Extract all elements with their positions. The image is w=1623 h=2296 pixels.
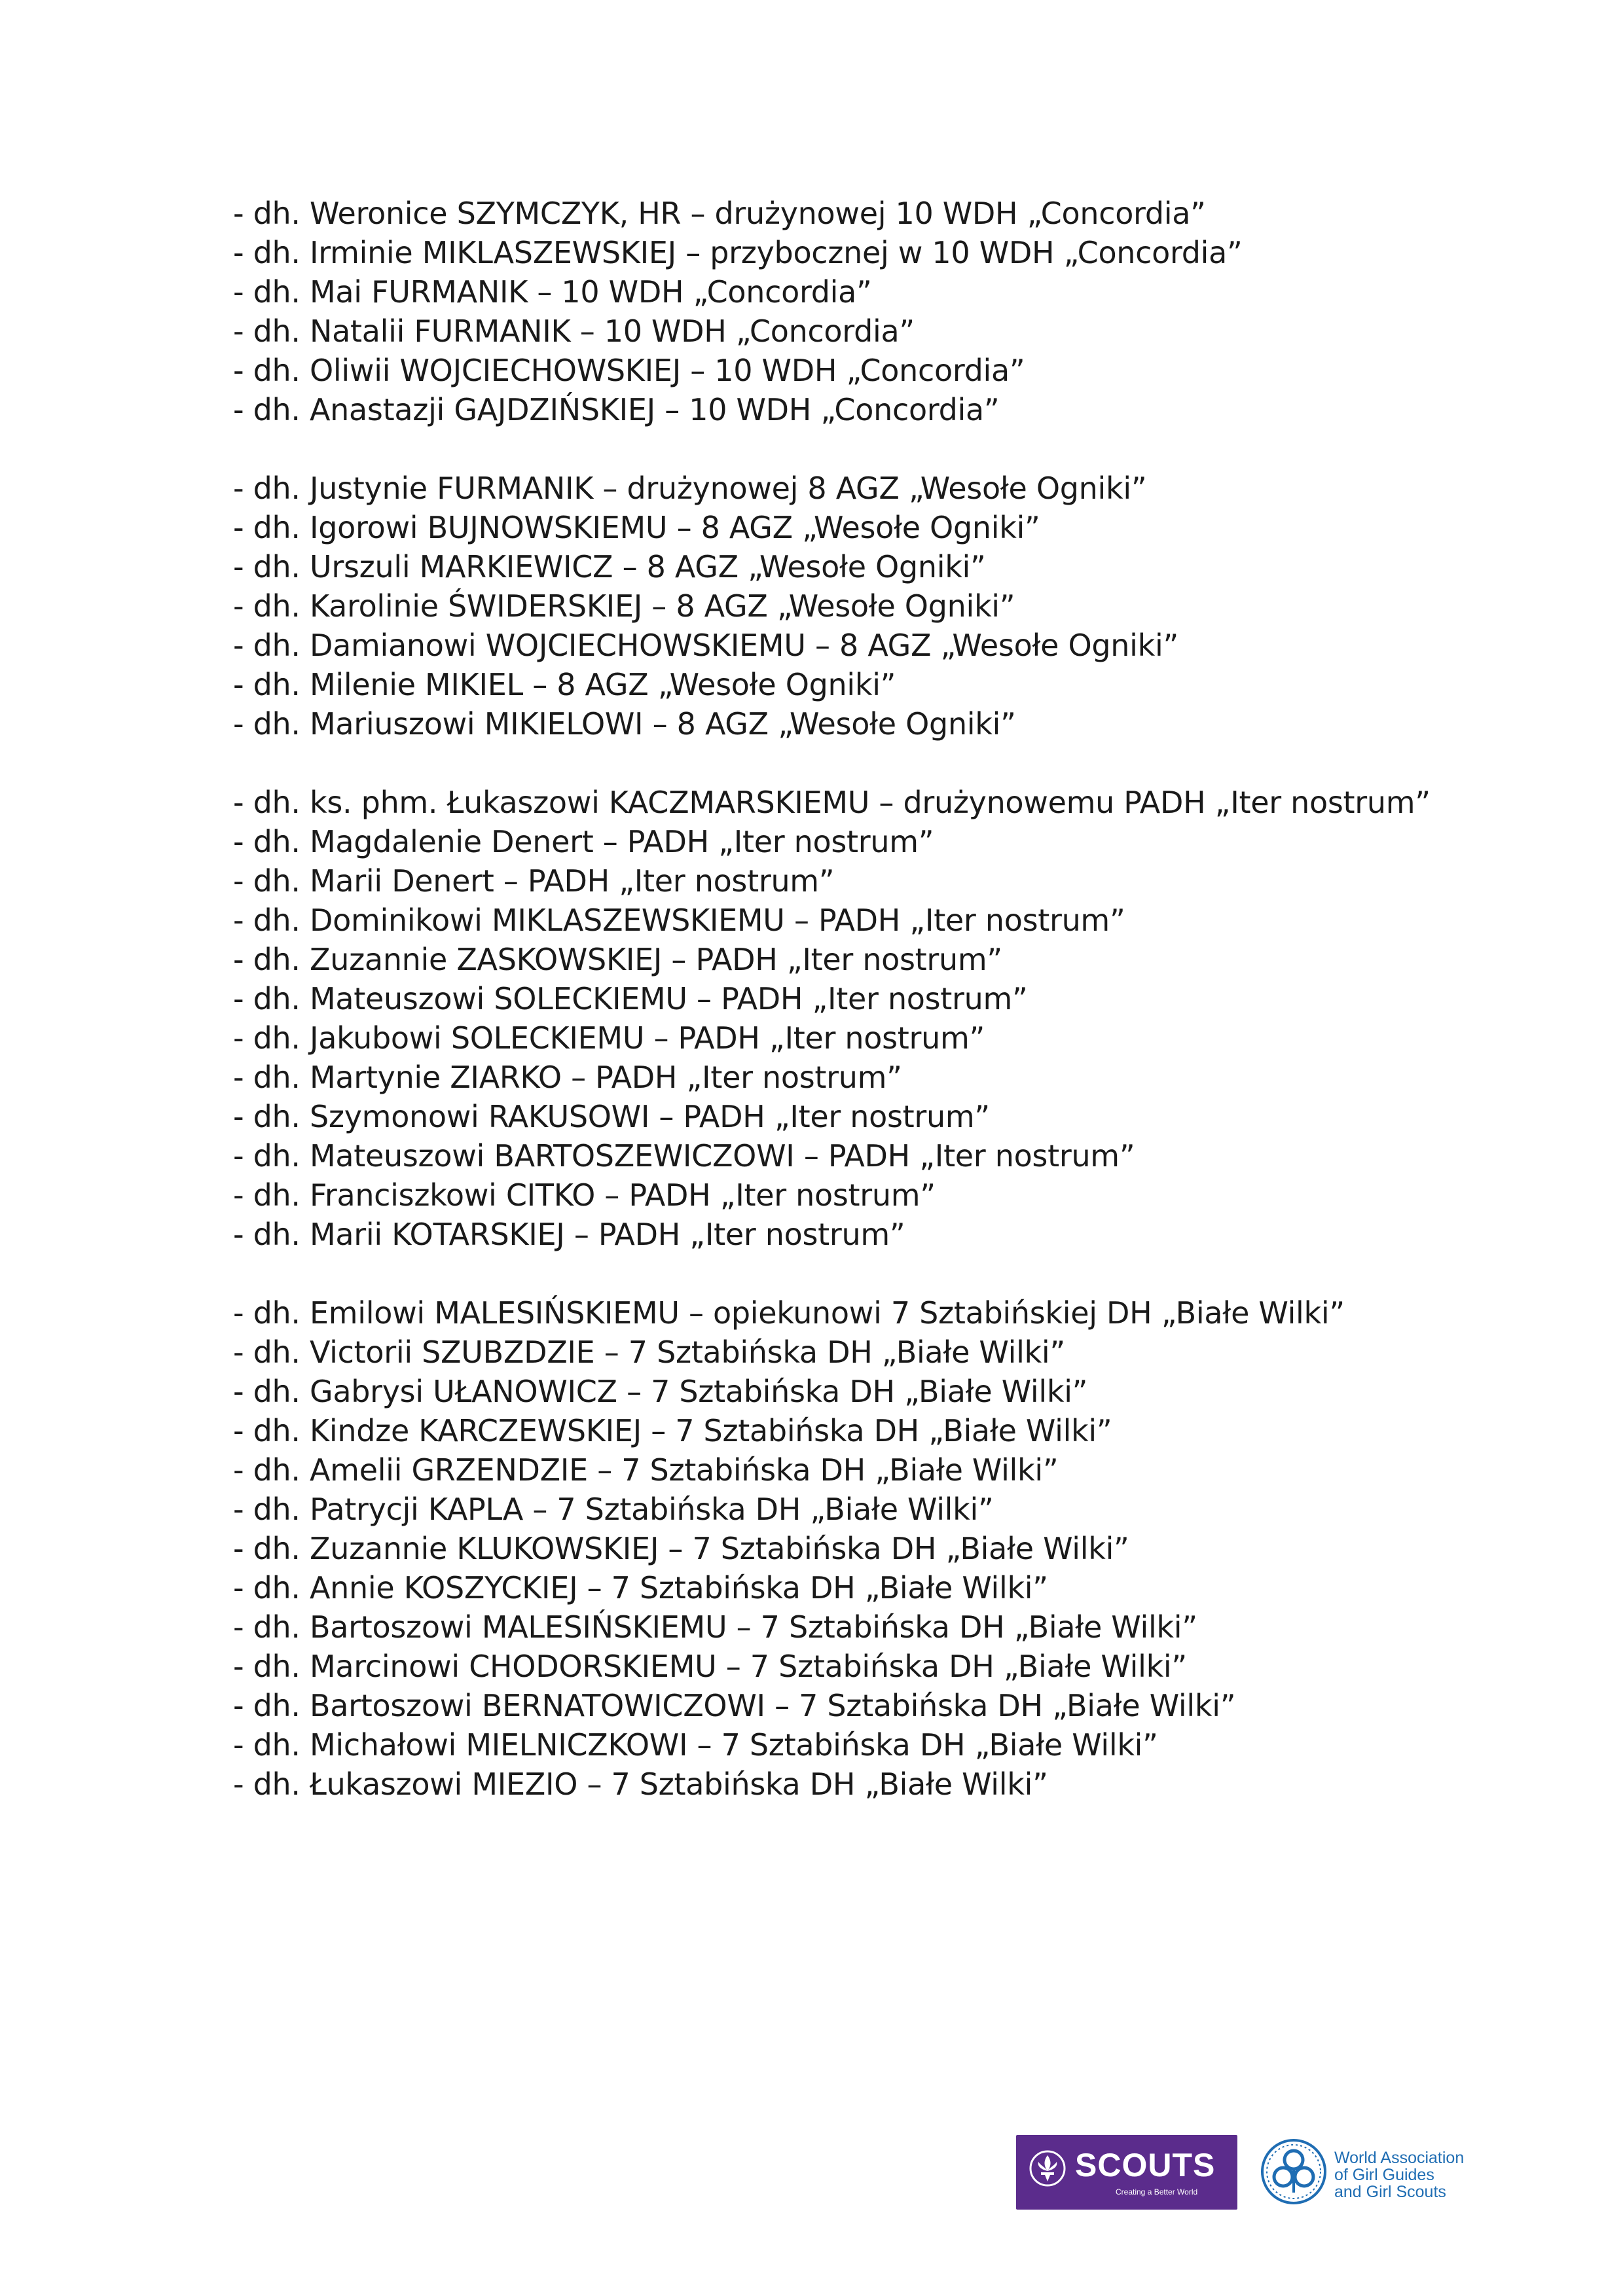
list-item: - dh. Gabrysi UŁANOWICZ – 7 Sztabińska DH „Białe Wilki” (233, 1374, 1088, 1409)
list-item: - dh. Kindze KARCZEWSKIEJ – 7 Sztabińska DH „Białe Wilki” (233, 1413, 1112, 1448)
fleur-de-lis-icon (1028, 2149, 1067, 2191)
list-item: - dh. Marii KOTARSKIEJ – PADH „Iter nostrum” (233, 1217, 905, 1252)
list-item: - dh. Igorowi BUJNOWSKIEMU – 8 AGZ „Wesołe Ogniki” (233, 510, 1040, 545)
list-item: - dh. Oliwii WOJCIECHOWSKIEJ – 10 WDH „Concordia” (233, 353, 1025, 388)
list-item: - dh. Bartoszowi MALESIŃSKIEMU – 7 Sztabińska DH „Białe Wilki” (233, 1609, 1197, 1645)
list-item: - dh. Mariuszowi MIKIELOWI – 8 AGZ „Wesołe Ogniki” (233, 706, 1016, 742)
list-item: - dh. Anastazji GAJDZIŃSKIEJ – 10 WDH „Concordia” (233, 392, 1000, 427)
list-item: - dh. Justynie FURMANIK – drużynowej 8 AGZ „Wesołe Ogniki” (233, 471, 1147, 506)
list-item: - dh. Szymonowi RAKUSOWI – PADH „Iter nostrum” (233, 1099, 990, 1134)
list-item: - dh. Michałowi MIELNICZKOWI – 7 Sztabińska DH „Białe Wilki” (233, 1727, 1158, 1763)
list-item: - dh. Weronice SZYMCZYK, HR – drużynowej 10 WDH „Concordia” (233, 196, 1206, 231)
recipient-group (233, 469, 1477, 744)
list-item: - dh. Patrycji KAPLA – 7 Sztabińska DH „Białe Wilki” (233, 1492, 994, 1527)
list-item: - dh. Dominikowi MIKLASZEWSKIEMU – PADH „Iter nostrum” (233, 903, 1125, 938)
wagggs-line-1: World Association (1334, 2149, 1465, 2167)
footer-logos (1016, 2135, 1501, 2214)
list-item: - dh. Magdalenie Denert – PADH „Iter nostrum” (233, 824, 934, 859)
wagggs-line-2: of Girl Guides (1334, 2166, 1434, 2184)
list-item: - dh. Mai FURMANIK – 10 WDH „Concordia” (233, 274, 872, 310)
list-item: - dh. Łukaszowi MIEZIO – 7 Sztabińska DH „Białe Wilki” (233, 1767, 1048, 1802)
list-item: - dh. Mateuszowi SOLECKIEMU – PADH „Iter nostrum” (233, 981, 1028, 1016)
list-item: - dh. Martynie ZIARKO – PADH „Iter nostrum” (233, 1060, 902, 1095)
list-item: - dh. Bartoszowi BERNATOWICZOWI – 7 Sztabińska DH „Białe Wilki” (233, 1688, 1236, 1723)
list-item: - dh. Annie KOSZYCKIEJ – 7 Sztabińska DH „Białe Wilki” (233, 1570, 1048, 1605)
list-item: - dh. Milenie MIKIEL – 8 AGZ „Wesołe Ogniki” (233, 667, 896, 702)
recipient-group (233, 1293, 1477, 1804)
list-item: - dh. Damianowi WOJCIECHOWSKIEMU – 8 AGZ „Wesołe Ogniki” (233, 628, 1178, 663)
list-item: - dh. Victorii SZUBZDZIE – 7 Sztabińska DH „Białe Wilki” (233, 1335, 1065, 1370)
list-item: - dh. Natalii FURMANIK – 10 WDH „Concordia” (233, 314, 915, 349)
list-item: - dh. Mateuszowi BARTOSZEWICZOWI – PADH „Iter nostrum” (233, 1138, 1135, 1174)
scouts-logo (1016, 2135, 1237, 2210)
list-item: - dh. Zuzannie ZASKOWSKIEJ – PADH „Iter nostrum” (233, 942, 1002, 977)
recipient-list (233, 194, 1477, 1843)
list-item: - dh. Marcinowi CHODORSKIEMU – 7 Sztabińska DH „Białe Wilki” (233, 1649, 1187, 1684)
trefoil-icon (1260, 2138, 1328, 2206)
scouts-tagline: Creating a Better World (1116, 2187, 1198, 2197)
list-item: - dh. Marii Denert – PADH „Iter nostrum” (233, 863, 835, 899)
list-item: - dh. Irminie MIKLASZEWSKIEJ – przybocznej w 10 WDH „Concordia” (233, 235, 1243, 270)
list-item: - dh. Karolinie ŚWIDERSKIEJ – 8 AGZ „Wesołe Ogniki” (233, 588, 1015, 624)
list-item: - dh. Zuzannie KLUKOWSKIEJ – 7 Sztabińska DH „Białe Wilki” (233, 1531, 1129, 1566)
list-item: - dh. Jakubowi SOLECKIEMU – PADH „Iter nostrum” (233, 1020, 985, 1056)
list-item: - dh. ks. phm. Łukaszowi KACZMARSKIEMU – drużynowemu PADH „Iter nostrum” (233, 785, 1431, 820)
list-item: - dh. Franciszkowi CITKO – PADH „Iter nostrum” (233, 1177, 936, 1213)
list-item: - dh. Urszuli MARKIEWICZ – 8 AGZ „Wesołe Ogniki” (233, 549, 986, 584)
wagggs-line-3: and Girl Scouts (1334, 2183, 1446, 2201)
recipient-group (233, 783, 1477, 1254)
recipient-group (233, 194, 1477, 429)
list-item: - dh. Emilowi MALESIŃSKIEMU – opiekunowi 7 Sztabińskiej DH „Białe Wilki” (233, 1295, 1345, 1331)
wagggs-name (1334, 2149, 1464, 2200)
list-item: - dh. Amelii GRZENDZIE – 7 Sztabińska DH „Białe Wilki” (233, 1452, 1059, 1488)
scouts-wordmark: SCOUTS (1075, 2147, 1216, 2183)
